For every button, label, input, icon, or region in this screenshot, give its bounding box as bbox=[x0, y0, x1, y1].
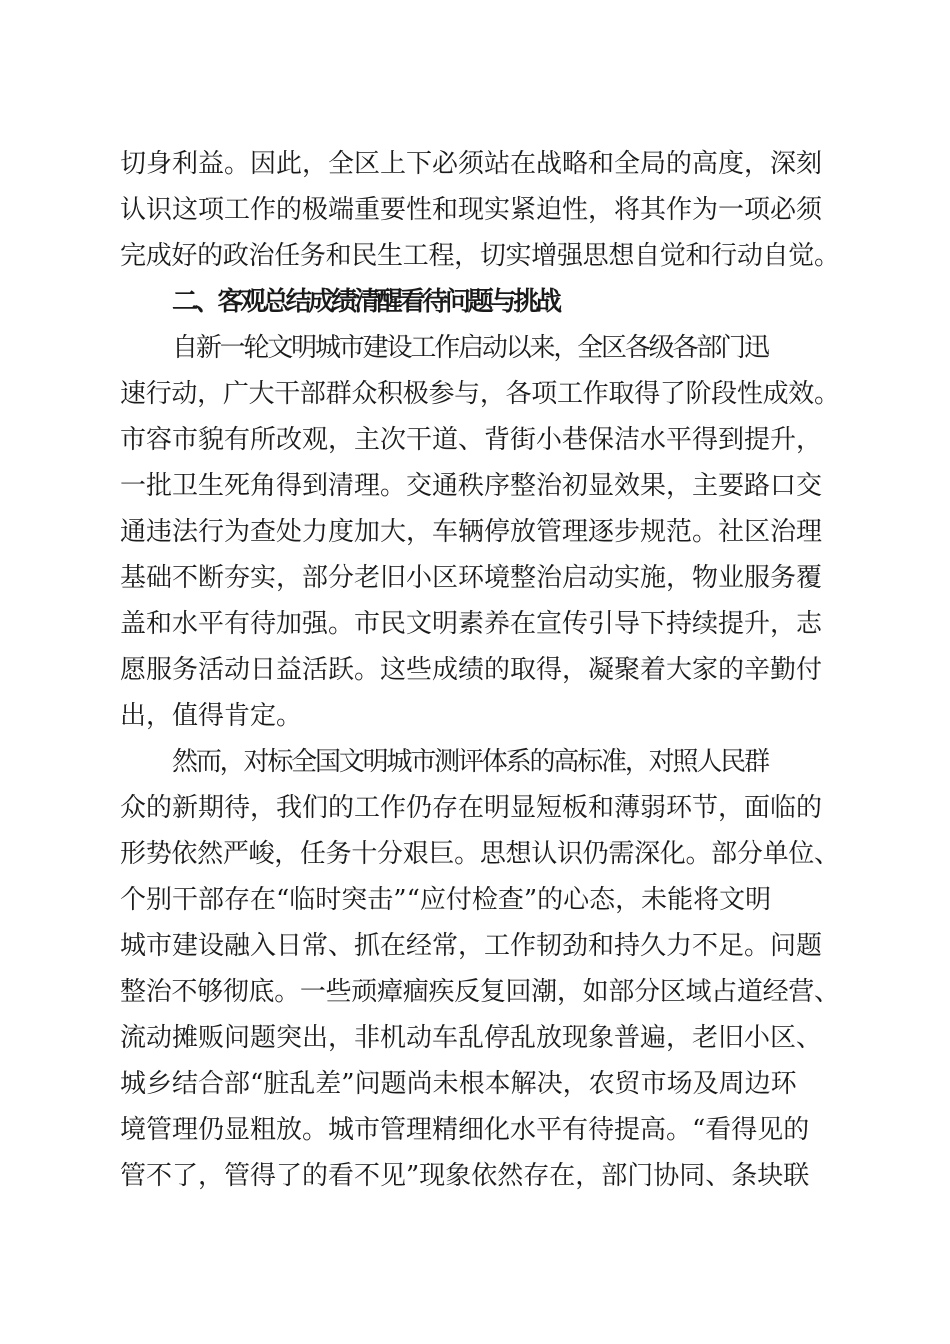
text-line: 切身利益。因此，全区上下必须站在战略和全局的高度，深刻 bbox=[120, 149, 823, 179]
text-line: 城乡结合部“脏乱差”问题尚未根本解决，农贸市场及周边环 bbox=[120, 1069, 797, 1099]
text-line: 市容市貌有所改观，主次干道、背街小巷保洁水平得到提升， bbox=[120, 425, 823, 455]
text-line: 管不了，管得了的看不见”现象依然存在，部门协同、条块联 bbox=[120, 1161, 810, 1191]
text-line: 基础不断夯实，部分老旧小区环境整治启动实施，物业服务覆 bbox=[120, 563, 823, 593]
text-line: 盖和水平有待加强。市民文明素养在宣传引导下持续提升，志 bbox=[120, 609, 823, 639]
text-line: 速行动，广大干部群众积极参与，各项工作取得了阶段性成效。 bbox=[120, 379, 840, 409]
text-line: 境管理仍显粗放。城市管理精细化水平有待提高。“看得见的 bbox=[120, 1115, 810, 1145]
text-line: 一批卫生死角得到清理。交通秩序整治初显效果，主要路口交 bbox=[120, 471, 823, 501]
section-heading: 二、客观总结成绩清醒看待问题与挑战 bbox=[172, 287, 559, 317]
text-line: 众的新期待，我们的工作仍存在明显短板和薄弱环节，面临的 bbox=[120, 793, 823, 823]
text-line: 完成好的政治任务和民生工程，切实增强思想自觉和行动自觉。 bbox=[120, 241, 840, 271]
text-line: 城市建设融入日常、抓在经常，工作韧劲和持久力不足。问题 bbox=[120, 931, 823, 961]
text-line: 认识这项工作的极端重要性和现实紧迫性，将其作为一项必须 bbox=[120, 195, 823, 225]
text-line: 流动摊贩问题突出，非机动车乱停乱放现象普遍，老旧小区、 bbox=[120, 1023, 823, 1053]
text-line: 通违法行为查处力度加大，车辆停放管理逐步规范。社区治理 bbox=[120, 517, 823, 547]
text-line: 形势依然严峻，任务十分艰巨。思想认识仍需深化。部分单位、 bbox=[120, 839, 840, 869]
text-line: 个别干部存在“临时突击”“应付检查”的心态，未能将文明 bbox=[120, 885, 772, 915]
text-line: 出，值得肯定。 bbox=[120, 701, 303, 731]
text-line: 整治不够彻底。一些顽瘴痼疾反复回潮，如部分区域占道经营、 bbox=[120, 977, 840, 1007]
text-line: 自新一轮文明城市建设工作启动以来，全区各级各部门迅 bbox=[172, 333, 768, 363]
text-line: 愿服务活动日益活跃。这些成绩的取得，凝聚着大家的辛勤付 bbox=[120, 655, 823, 685]
text-line: 然而，对标全国文明城市测评体系的高标准，对照人民群 bbox=[172, 747, 768, 777]
